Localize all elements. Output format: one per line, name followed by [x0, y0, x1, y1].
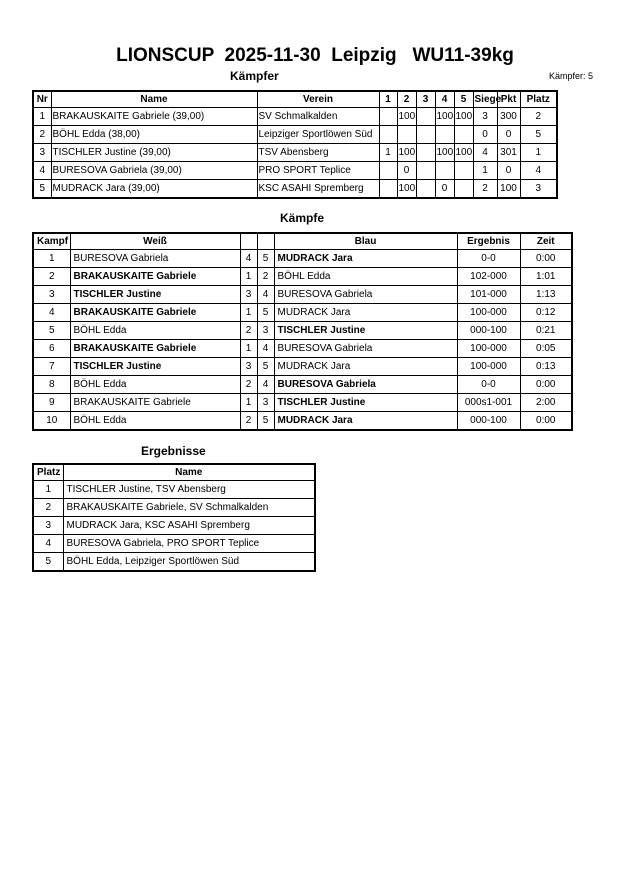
score-vs-1 — [379, 180, 397, 199]
blue-fighter-nr: 3 — [257, 322, 274, 340]
score-vs-3 — [416, 162, 435, 180]
fight-number: 2 — [33, 268, 70, 286]
score-vs-5: 100 — [454, 144, 473, 162]
result-place: 2 — [33, 499, 63, 517]
score-vs-3 — [416, 108, 435, 126]
blue-fighter: BURESOVA Gabriela — [274, 376, 457, 394]
fighter-wins: 3 — [473, 108, 497, 126]
fight-time: 0:00 — [520, 376, 572, 394]
col-wins: Siege — [473, 91, 497, 108]
score-vs-4: 100 — [435, 144, 454, 162]
fighter-place: 3 — [520, 180, 557, 199]
col-opponent-5: 5 — [454, 91, 473, 108]
blue-fighter: MUDRACK Jara — [274, 358, 457, 376]
blue-fighter-nr: 4 — [257, 376, 274, 394]
col-fight: Kampf — [33, 233, 70, 250]
col-club: Verein — [257, 91, 379, 108]
fight-time: 0:00 — [520, 412, 572, 431]
fighter-club: KSC ASAHI Spremberg — [257, 180, 379, 199]
fight-result: 100-000 — [457, 340, 520, 358]
fight-row — [33, 286, 572, 304]
col-nr: Nr — [33, 91, 51, 108]
blue-fighter: BURESOVA Gabriela — [274, 340, 457, 358]
fighters-heading: Kämpfer — [230, 69, 279, 83]
score-vs-4: 0 — [435, 180, 454, 199]
fighter-wins: 4 — [473, 144, 497, 162]
result-name: TISCHLER Justine, TSV Abensberg — [63, 481, 315, 499]
score-vs-2: 100 — [397, 144, 416, 162]
white-fighter: BÖHL Edda — [70, 412, 240, 431]
score-vs-5 — [454, 126, 473, 144]
result-place: 5 — [33, 553, 63, 572]
fighter-points: 100 — [497, 180, 520, 199]
white-fighter: BURESOVA Gabriela — [70, 250, 240, 268]
fight-result: 100-000 — [457, 358, 520, 376]
fight-row — [33, 358, 572, 376]
col-time: Zeit — [520, 233, 572, 250]
fight-row — [33, 322, 572, 340]
fight-result: 102-000 — [457, 268, 520, 286]
blue-fighter-nr: 5 — [257, 304, 274, 322]
page-title: LIONSCUP 2025-11-30 Leipzig WU11-39kg — [116, 45, 514, 66]
fight-row — [33, 304, 572, 322]
score-vs-2 — [397, 126, 416, 144]
white-fighter-nr: 1 — [240, 304, 257, 322]
fighter-club: PRO SPORT Teplice — [257, 162, 379, 180]
fighter-points: 0 — [497, 162, 520, 180]
fighter-club: TSV Abensberg — [257, 144, 379, 162]
fighter-name: TISCHLER Justine (39,00) — [51, 144, 257, 162]
result-row — [33, 517, 315, 535]
col-result-name: Name — [63, 464, 315, 481]
score-vs-4 — [435, 162, 454, 180]
white-fighter: BÖHL Edda — [70, 322, 240, 340]
result-name: BRAKAUSKAITE Gabriele, SV Schmalkalden — [63, 499, 315, 517]
blue-fighter-nr: 2 — [257, 268, 274, 286]
white-fighter: BRAKAUSKAITE Gabriele — [70, 394, 240, 412]
fight-time: 1:13 — [520, 286, 572, 304]
white-fighter-nr: 1 — [240, 394, 257, 412]
fighter-nr: 2 — [33, 126, 51, 144]
fight-row — [33, 394, 572, 412]
blue-fighter-nr: 5 — [257, 358, 274, 376]
white-fighter-nr: 4 — [240, 250, 257, 268]
fight-row — [33, 376, 572, 394]
white-fighter-nr: 2 — [240, 322, 257, 340]
blue-fighter-nr: 3 — [257, 394, 274, 412]
fight-result: 0-0 — [457, 376, 520, 394]
fighter-place: 5 — [520, 126, 557, 144]
col-place: Platz — [520, 91, 557, 108]
fight-result: 000-100 — [457, 322, 520, 340]
fight-time: 0:13 — [520, 358, 572, 376]
fighter-name: MUDRACK Jara (39,00) — [51, 180, 257, 199]
score-vs-2: 0 — [397, 162, 416, 180]
fight-number: 9 — [33, 394, 70, 412]
fighter-row — [33, 108, 557, 126]
blue-fighter-nr: 4 — [257, 286, 274, 304]
col-opponent-4: 4 — [435, 91, 454, 108]
white-fighter-nr: 2 — [240, 376, 257, 394]
white-fighter: BRAKAUSKAITE Gabriele — [70, 304, 240, 322]
score-vs-2: 100 — [397, 108, 416, 126]
fighters-header-row — [33, 91, 557, 108]
white-fighter: TISCHLER Justine — [70, 286, 240, 304]
results-heading: Ergebnisse — [141, 444, 206, 458]
fighter-name: BURESOVA Gabriela (39,00) — [51, 162, 257, 180]
result-row — [33, 535, 315, 553]
blue-fighter: BURESOVA Gabriela — [274, 286, 457, 304]
white-fighter-nr: 1 — [240, 340, 257, 358]
fighter-name: BÖHL Edda (38,00) — [51, 126, 257, 144]
fight-number: 8 — [33, 376, 70, 394]
fight-row — [33, 268, 572, 286]
fight-row — [33, 340, 572, 358]
result-row — [33, 553, 315, 572]
result-place: 1 — [33, 481, 63, 499]
score-vs-1 — [379, 126, 397, 144]
score-vs-3 — [416, 180, 435, 199]
col-white: Weiß — [70, 233, 240, 250]
fight-time: 0:21 — [520, 322, 572, 340]
score-vs-2: 100 — [397, 180, 416, 199]
fighter-wins: 0 — [473, 126, 497, 144]
blue-fighter-nr: 5 — [257, 412, 274, 431]
blue-fighter: MUDRACK Jara — [274, 412, 457, 431]
blue-fighter: MUDRACK Jara — [274, 304, 457, 322]
fight-result: 000s1-001 — [457, 394, 520, 412]
fighter-place: 1 — [520, 144, 557, 162]
fight-time: 0:12 — [520, 304, 572, 322]
fight-number: 6 — [33, 340, 70, 358]
col-opponent-1: 1 — [379, 91, 397, 108]
white-fighter-nr: 3 — [240, 286, 257, 304]
fight-time: 0:00 — [520, 250, 572, 268]
blue-fighter-nr: 5 — [257, 250, 274, 268]
fight-result: 000-100 — [457, 412, 520, 431]
blue-fighter: BÖHL Edda — [274, 268, 457, 286]
result-row — [33, 499, 315, 517]
col-blue-nr — [257, 233, 274, 250]
fight-number: 3 — [33, 286, 70, 304]
fighter-nr: 1 — [33, 108, 51, 126]
fight-number: 7 — [33, 358, 70, 376]
fighter-row — [33, 144, 557, 162]
score-vs-4 — [435, 126, 454, 144]
fighter-nr: 4 — [33, 162, 51, 180]
col-points: Pkt — [497, 91, 520, 108]
fight-time: 0:05 — [520, 340, 572, 358]
col-result-place: Platz — [33, 464, 63, 481]
blue-fighter: TISCHLER Justine — [274, 322, 457, 340]
fight-result: 0-0 — [457, 250, 520, 268]
score-vs-5 — [454, 162, 473, 180]
blue-fighter-nr: 4 — [257, 340, 274, 358]
fight-number: 4 — [33, 304, 70, 322]
blue-fighter: MUDRACK Jara — [274, 250, 457, 268]
white-fighter-nr: 3 — [240, 358, 257, 376]
fight-result: 101-000 — [457, 286, 520, 304]
fighter-points: 0 — [497, 126, 520, 144]
fighter-wins: 2 — [473, 180, 497, 199]
fighter-nr: 3 — [33, 144, 51, 162]
score-vs-1: 1 — [379, 144, 397, 162]
fights-heading: Kämpfe — [280, 211, 325, 225]
result-place: 3 — [33, 517, 63, 535]
score-vs-4: 100 — [435, 108, 454, 126]
fighter-row — [33, 162, 557, 180]
fighter-nr: 5 — [33, 180, 51, 199]
fight-result: 100-000 — [457, 304, 520, 322]
score-vs-3 — [416, 144, 435, 162]
result-place: 4 — [33, 535, 63, 553]
col-name: Name — [51, 91, 257, 108]
result-name: BÖHL Edda, Leipziger Sportlöwen Süd — [63, 553, 315, 572]
fighter-row — [33, 180, 557, 199]
col-opponent-3: 3 — [416, 91, 435, 108]
score-vs-5 — [454, 180, 473, 199]
fight-row — [33, 412, 572, 431]
fighter-club: Leipziger Sportlöwen Süd — [257, 126, 379, 144]
col-opponent-2: 2 — [397, 91, 416, 108]
white-fighter: BRAKAUSKAITE Gabriele — [70, 268, 240, 286]
fighter-row — [33, 126, 557, 144]
results-table — [32, 463, 316, 572]
result-row — [33, 481, 315, 499]
fighter-points: 301 — [497, 144, 520, 162]
col-white-nr — [240, 233, 257, 250]
fighter-name: BRAKAUSKAITE Gabriele (39,00) — [51, 108, 257, 126]
fight-time: 2:00 — [520, 394, 572, 412]
score-vs-1 — [379, 108, 397, 126]
white-fighter: BRAKAUSKAITE Gabriele — [70, 340, 240, 358]
white-fighter: TISCHLER Justine — [70, 358, 240, 376]
fighter-club: SV Schmalkalden — [257, 108, 379, 126]
fighter-place: 2 — [520, 108, 557, 126]
score-vs-5: 100 — [454, 108, 473, 126]
fighter-wins: 1 — [473, 162, 497, 180]
results-header-row — [33, 464, 315, 481]
result-name: MUDRACK Jara, KSC ASAHI Spremberg — [63, 517, 315, 535]
fight-time: 1:01 — [520, 268, 572, 286]
col-blue: Blau — [274, 233, 457, 250]
score-vs-3 — [416, 126, 435, 144]
white-fighter-nr: 2 — [240, 412, 257, 431]
fighter-count: Kämpfer: 5 — [549, 71, 594, 81]
fighter-place: 4 — [520, 162, 557, 180]
fights-header-row — [33, 233, 572, 250]
score-vs-1 — [379, 162, 397, 180]
result-name: BURESOVA Gabriela, PRO SPORT Teplice — [63, 535, 315, 553]
fights-table — [32, 232, 573, 431]
white-fighter: BÖHL Edda — [70, 376, 240, 394]
fight-number: 10 — [33, 412, 70, 431]
white-fighter-nr: 1 — [240, 268, 257, 286]
fighters-table — [32, 90, 558, 199]
fight-row — [33, 250, 572, 268]
col-result: Ergebnis — [457, 233, 520, 250]
fight-number: 1 — [33, 250, 70, 268]
fighter-points: 300 — [497, 108, 520, 126]
blue-fighter: TISCHLER Justine — [274, 394, 457, 412]
fight-number: 5 — [33, 322, 70, 340]
